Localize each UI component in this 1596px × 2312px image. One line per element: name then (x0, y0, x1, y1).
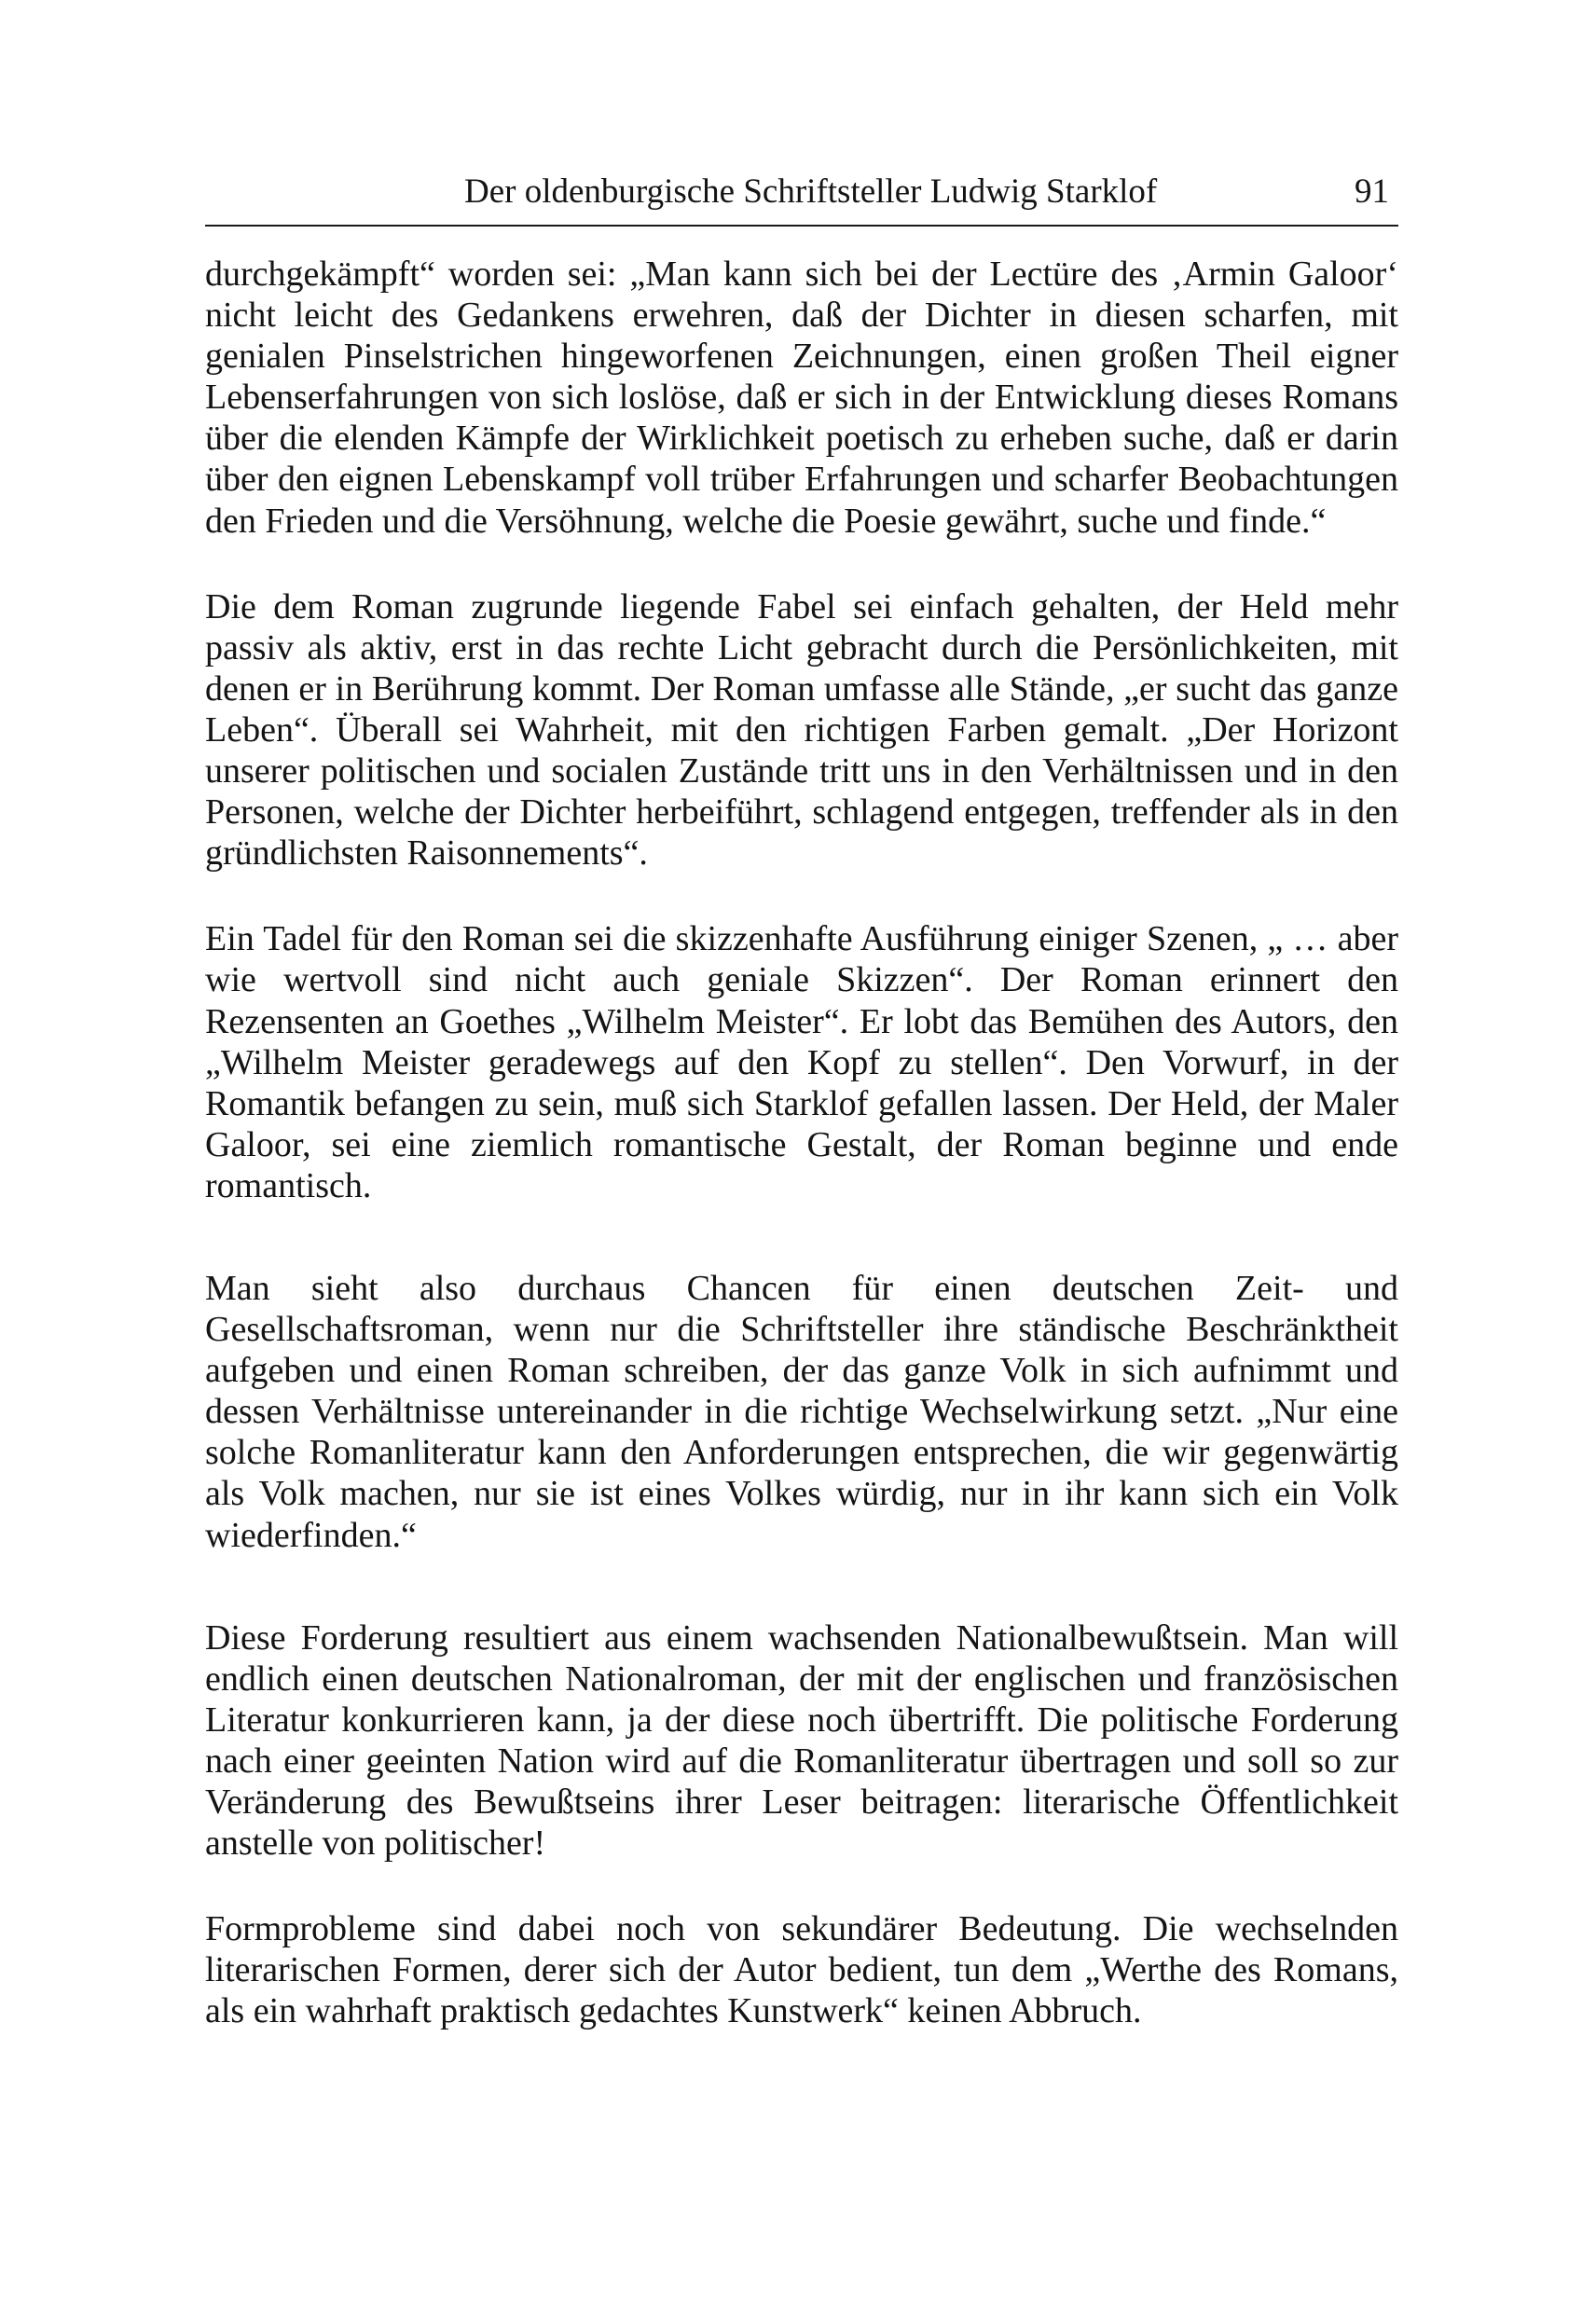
header-divider (205, 225, 1398, 227)
paragraph-5: Diese Forderung resultiert aus einem wachsenden Nationalbewußtsein. Man will endlich einen deutschen Nationalroman, der mit der englischen und französischen Literatur konkurrieren kann, ja der diese noch übertrifft. Die politische Forderung nach einer geeinten Nation wird auf die Romanliteratur übertragen und soll so zur Veränderung des Bewußtseins ihrer Leser beitragen: literarische Öffentlichkeit anstelle von politischer! (205, 1617, 1398, 1864)
paragraph-4: Man sieht also durchaus Chancen für einen deutschen Zeit- und Gesellschaftsroman, wenn nur die Schriftsteller ihre ständische Beschränktheit aufgeben und einen Roman schreiben, der das ganze Volk in sich aufnimmt und dessen Verhältnisse untereinander in die richtige Wechselwirkung setzt. „Nur eine solche Romanliteratur kann den Anforderungen entsprechen, die wir gegenwärtig als Volk machen, nur sie ist eines Volkes würdig, nur in ihr kann sich ein Volk wiederfinden.“ (205, 1268, 1398, 1555)
running-header-title: Der oldenburgische Schriftsteller Ludwig Starklof (464, 172, 1158, 211)
paragraph-1: durchgekämpft“ worden sei: „Man kann sich bei der Lectüre des ‚Armin Galoor‘ nicht leicht des Gedankens erwehren, daß der Dichter in diesen scharfen, mit genialen Pinselstrichen hingeworfenen Zeichnungen, einen großen Theil eigner Lebenserfahrungen von sich loslöse, daß er sich in der Entwicklung dieses Romans über die elenden Kämpfe der Wirklichkeit poetisch zu erheben suche, daß er darin über den eignen Lebenskampf voll trüber Erfahrungen und scharfer Beobachtungen den Frieden und die Versöhnung, welche die Poesie gewährt, suche und finde.“ (205, 255, 1398, 541)
paragraph-2: Die dem Roman zugrunde liegende Fabel sei einfach gehalten, der Held mehr passiv als aktiv, erst in das rechte Licht gebracht durch die Persönlichkeiten, mit denen er in Berührung kommt. Der Roman umfasse alle Stände, „er sucht das ganze Leben“. Überall sei Wahrheit, mit den richtigen Farben gemalt. „Der Horizont unserer politischen und socialen Zustände tritt uns in den Verhältnissen und in den Personen, welche der Dichter herbeiführt, schlagend entgegen, treffender als in den gründlichsten Raisonnements“. (205, 586, 1398, 874)
running-header (205, 170, 1398, 214)
paragraph-6: Formprobleme sind dabei noch von sekundärer Bedeutung. Die wechselnden literarischen Formen, derer sich der Autor bedient, tun dem „Werthe des Romans, als ein wahrhaft praktisch gedachtes Kunstwerk“ keinen Abbruch. (205, 1909, 1398, 2031)
body-text (205, 254, 1398, 2076)
page-number: 91 (1355, 172, 1389, 211)
paragraph-3: Ein Tadel für den Roman sei die skizzenhafte Ausführung einiger Szenen, „ … aber wie wertvoll sind nicht auch geniale Skizzen“. Der Roman erinnert den Rezensenten an Goethes „Wilhelm Meister“. Er lobt das Bemühen des Autors, den „Wilhelm Meister geradewegs auf den Kopf zu stellen“. Den Vorwurf, in der Romantik befangen zu sein, muß sich Starklof gefallen lassen. Der Held, der Maler Galoor, sei eine ziemlich romantische Gestalt, der Roman beginne und ende romantisch. (205, 919, 1398, 1205)
